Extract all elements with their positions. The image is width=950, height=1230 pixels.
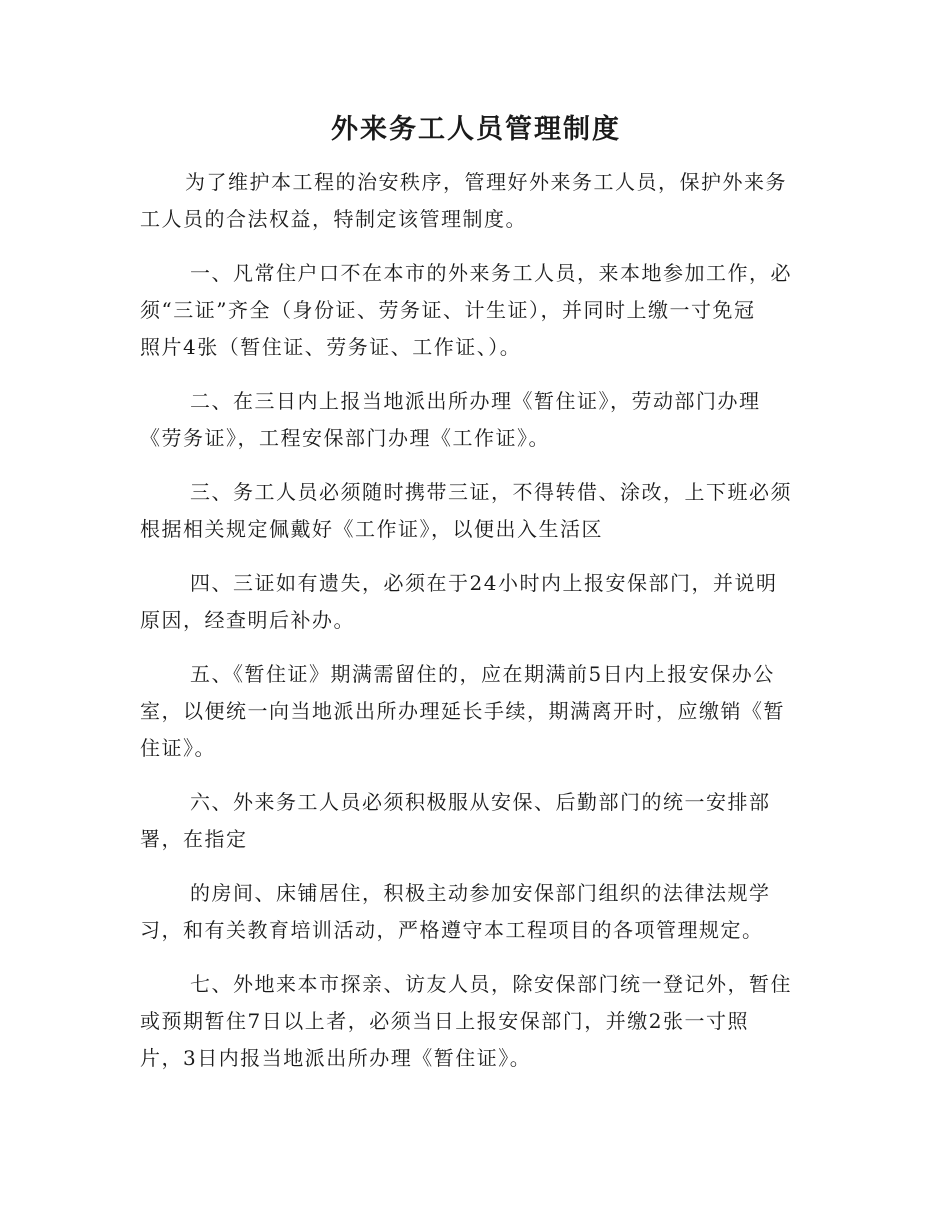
paragraph-line: 为了维护本工程的治安秩序，管理好外来务工人员，保护外来务 (185, 170, 787, 194)
paragraph-rule-4 (140, 565, 812, 639)
paragraph-line: 须“三证”齐全（身份证、劳务证、计生证），并同时上缴一寸免冠 (140, 298, 756, 322)
paragraph-line: 室，以便统一向当地派出所办理延长手续，期满离开时，应缴销《暂 (140, 699, 785, 723)
paragraph-line: 《劳务证》，工程安保部门办理《工作证》。 (140, 426, 550, 450)
paragraph-line: 原因，经查明后补办。 (140, 608, 355, 632)
paragraph-line: 四、三证如有遗失，必须在于24小时内上报安保部门，并说明 (190, 571, 778, 595)
paragraph-line: 的房间、床铺居住，积极主动参加安保部门组织的法律法规学 (190, 881, 771, 905)
paragraph-line: 工人员的合法权益，特制定该管理制度。 (140, 207, 527, 231)
paragraph-line: 片，3日内报当地派出所办理《暂住证》。 (140, 1046, 532, 1070)
paragraph-line: 七、外地来本市探亲、访友人员，除安保部门统一登记外，暂住 (190, 972, 792, 996)
document-title: 外来务工人员管理制度 (331, 114, 621, 145)
document-page (140, 108, 812, 1094)
paragraph-intro (140, 164, 812, 238)
paragraph-rule-6 (140, 784, 812, 858)
paragraph-line: 照片4张（暂住证、劳务证、工作证、）。 (140, 335, 522, 359)
paragraph-line: 五、《暂住证》期满需留住的，应在期满前5日内上报安保办公 (190, 662, 775, 686)
paragraph-line: 习，和有关教育培训活动，严格遵守本工程项目的各项管理规定。 (140, 918, 764, 942)
paragraph-line: 或预期暂住7日以上者，必须当日上报安保部门，并缴2张一寸照 (140, 1009, 749, 1033)
paragraph-line: 住证》。 (140, 736, 216, 760)
paragraph-rule-2 (140, 383, 812, 457)
paragraph-line: 六、外来务工人员必须积极服从安保、后勤部门的统一安排部 (190, 790, 771, 814)
paragraph-rule-6-continued (140, 875, 812, 949)
paragraph-line: 署，在指定 (140, 827, 248, 851)
paragraph-rule-5 (140, 656, 812, 767)
paragraph-rule-7 (140, 966, 812, 1077)
paragraph-line: 一、凡常住户口不在本市的外来务工人员，来本地参加工作，必 (190, 261, 792, 285)
paragraph-line: 根据相关规定佩戴好《工作证》，以便出入生活区 (140, 517, 603, 541)
paragraph-line: 三、务工人员必须随时携带三证，不得转借、涂改，上下班必须 (190, 480, 792, 504)
paragraph-rule-3 (140, 474, 812, 548)
paragraph-line: 二、在三日内上报当地派出所办理《暂住证》，劳动部门办理 (190, 389, 761, 413)
paragraph-rule-1 (140, 255, 812, 366)
